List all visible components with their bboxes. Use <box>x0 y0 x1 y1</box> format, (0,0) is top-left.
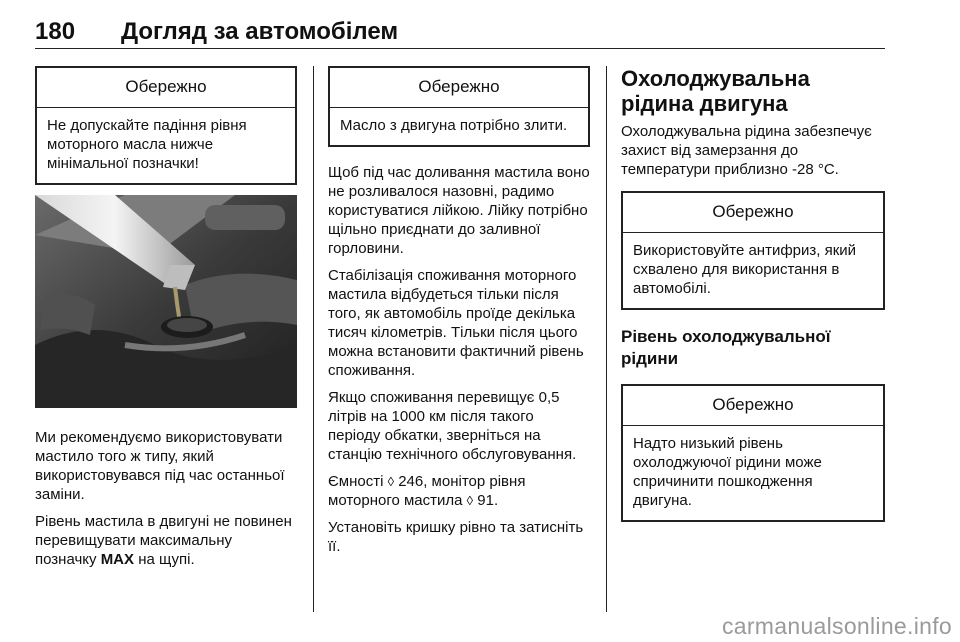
paragraph: Щоб під час доливання мастила воно не розливалося назовні, радимо користуватися лійкою. Лійку потрібно щільно приєднати до заливної горловини. <box>328 164 590 257</box>
watermark: carmanualsonline.info <box>721 613 952 639</box>
page-title: Догляд за автомобілем <box>121 18 399 45</box>
paragraph: Ми рекомендуємо використовувати мастило того ж типу, який використовувався під час останньої заміни. <box>35 429 285 503</box>
column-right <box>621 66 885 522</box>
warning-text: Надто низький рівень охолоджуючої рідини може спричинити пошкодження двигуна. <box>633 435 822 509</box>
warning-heading: Обережно <box>623 193 883 233</box>
warning-heading: Обережно <box>330 68 588 108</box>
paragraph: Охолоджувальна рідина забезпечує захист від замерзання до температури приблизно -28 °C. <box>621 123 872 178</box>
warning-text: Масло з двигуна потрібно злити. <box>340 117 568 134</box>
column-divider <box>313 66 314 612</box>
subsection-heading: Рівень охолоджувальної рідини <box>621 327 831 368</box>
oil-pouring-photo <box>35 195 297 408</box>
column-left <box>35 66 297 577</box>
warning-heading: Обережно <box>623 386 883 426</box>
cross-reference-icon: ◊ <box>387 474 395 489</box>
warning-heading: Обережно <box>37 68 295 108</box>
paragraph: Стабілізація споживання моторного мастила відбудеться тільки після того, як автомобіль проїде декілька тисяч кілометрів. Тільки після цього можна встановити фактичний рівень споживання. <box>328 267 584 379</box>
paragraph: Установіть кришку рівно та затисніть її. <box>328 519 584 555</box>
page-number: 180 <box>35 18 76 45</box>
paragraph: Якщо споживання перевищує 0,5 літрів на 1000 км після такого періоду обкатки, зверніться на станцію технічного обслуговування. <box>328 389 577 463</box>
warning-text: Використовуйте антифриз, який схвалено для використання в автомобілі. <box>633 242 857 297</box>
column-divider <box>606 66 607 612</box>
cross-reference-icon: ◊ <box>466 493 474 508</box>
warning-box <box>328 66 590 147</box>
column-middle <box>328 66 590 564</box>
paragraph: Рівень мастила в двигуні не повинен перевищувати максимальну позначку MAX на щупі. <box>35 513 292 568</box>
paragraph: Ємності ◊ 246, монітор рівня моторного мастила ◊ 91. <box>328 473 526 509</box>
max-mark: MAX <box>100 551 135 568</box>
page-header <box>35 18 885 49</box>
warning-box <box>621 191 885 310</box>
warning-box <box>621 384 885 522</box>
warning-text: Не допускайте падіння рівня моторного масла нижче мінімальної позначки! <box>47 117 247 172</box>
section-heading: Охолоджувальна рідина двигуна <box>621 66 810 116</box>
warning-box <box>35 66 297 185</box>
